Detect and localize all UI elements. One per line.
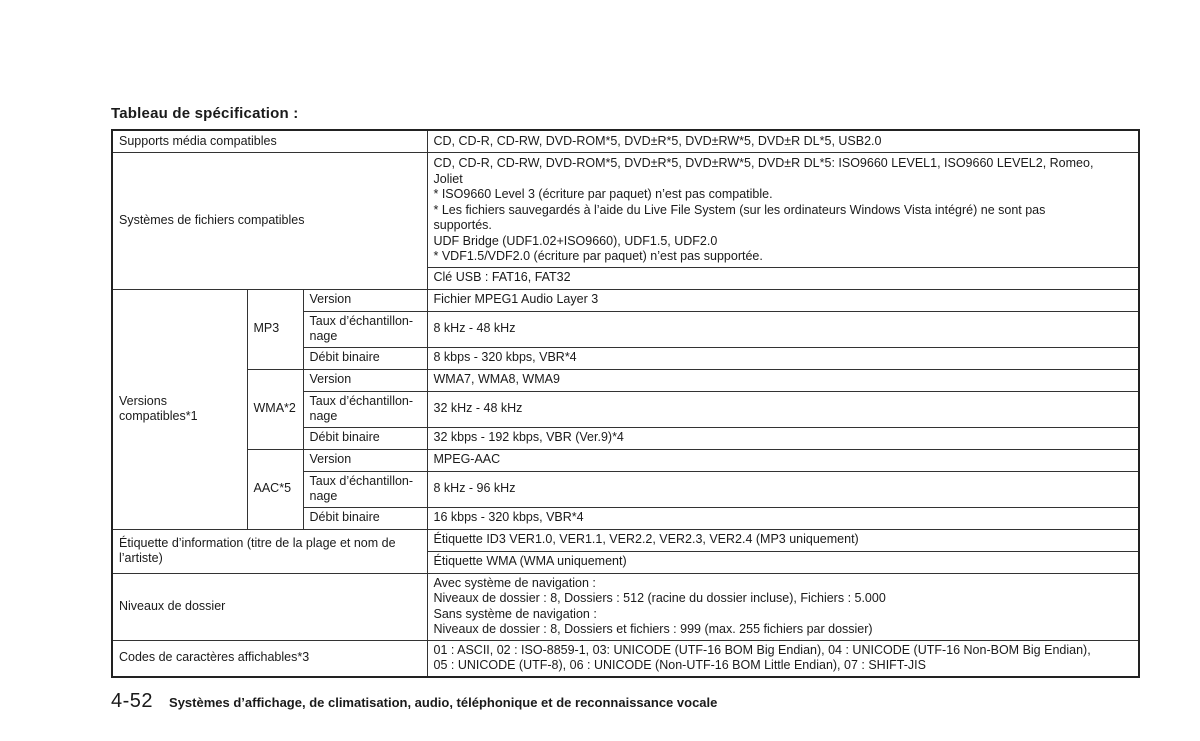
mp3-sampling: 8 kHz - 48 kHz [427, 311, 1139, 347]
table-row [112, 573, 1139, 640]
table-row [112, 130, 1139, 153]
mp3-version: Fichier MPEG1 Audio Layer 3 [427, 289, 1139, 311]
text-line: * Les fichiers sauvegardés à l’aide du Live File System (sur les ordinateurs Windows Vista intégré) ne sont pas [433, 202, 1046, 217]
text-line: UDF Bridge (UDF1.02+ISO9660), UDF1.5, UDF2.0 [433, 233, 718, 248]
text-line: Niveaux de dossier : 8, Dossiers et fichiers : 999 (max. 255 fichiers par dossier) [433, 622, 873, 636]
format-mp3: MP3 [247, 289, 303, 369]
table-row [112, 369, 1139, 391]
format-aac: AAC*5 [247, 449, 303, 529]
row-label-niveaux: Niveaux de dossier [112, 573, 427, 640]
etiquette-id3: Étiquette ID3 VER1.0, VER1.1, VER2.2, VER2.3, VER2.4 (MP3 uniquement) [427, 529, 1139, 551]
section-title: Systèmes d’affichage, de climatisation, audio, téléphonique et de reconnaissance vocale [169, 695, 718, 710]
table-row [112, 289, 1139, 311]
format-wma: WMA*2 [247, 369, 303, 449]
page-footer [111, 690, 717, 713]
sub-label-sampling: Taux d’échantillon-nage [303, 471, 427, 507]
row-value-codes [427, 640, 1139, 677]
text-line: Avec système de navigation : [433, 575, 596, 590]
row-label-codes: Codes de caractères affichables*3 [112, 640, 427, 677]
text-line: CD, CD-R, CD-RW, DVD-ROM*5, DVD±R*5, DVD±RW*5, DVD±R DL*5: ISO9660 LEVEL1, ISO9660 LEVEL2, Romeo, [433, 156, 1094, 170]
text-line: * VDF1.5/VDF2.0 (écriture par paquet) n’est pas supportée. [433, 249, 763, 263]
aac-bitrate: 16 kbps - 320 kbps, VBR*4 [427, 507, 1139, 529]
text-line: Joliet [433, 171, 463, 186]
table-row [112, 529, 1139, 551]
page-number: 4-52 [111, 690, 154, 712]
aac-sampling: 8 kHz - 96 kHz [427, 471, 1139, 507]
mp3-bitrate: 8 kbps - 320 kbps, VBR*4 [427, 347, 1139, 369]
text-line: * ISO9660 Level 3 (écriture par paquet) n’est pas compatible. [433, 187, 773, 201]
text-line: 05 : UNICODE (UTF-8), 06 : UNICODE (Non-UTF-16 BOM Little Endian), 07 : SHIFT-JIS [433, 658, 926, 672]
aac-version: MPEG-AAC [427, 449, 1139, 471]
row-value-systemes-disc [427, 153, 1139, 268]
text-line: Niveaux de dossier : 8, Dossiers : 512 (racine du dossier incluse), Fichiers : 5.000 [433, 591, 886, 605]
specification-table [111, 129, 1140, 678]
wma-sampling: 32 kHz - 48 kHz [427, 391, 1139, 427]
sub-label-sampling: Taux d’échantillon-nage [303, 391, 427, 427]
sub-label-version: Version [303, 289, 427, 311]
table-row [112, 640, 1139, 677]
sub-label-bitrate: Débit binaire [303, 427, 427, 449]
etiquette-wma: Étiquette WMA (WMA uniquement) [427, 551, 1139, 573]
sub-label-version: Version [303, 449, 427, 471]
row-label-versions: Versions compatibles*1 [112, 289, 247, 529]
text-line: 01 : ASCII, 02 : ISO-8859-1, 03: UNICODE (UTF-16 BOM Big Endian), 04 : UNICODE (UTF-16 Non-BOM Big Endian), [433, 642, 1091, 657]
row-value-systemes-usb: Clé USB : FAT16, FAT32 [427, 267, 1139, 289]
table-row [112, 153, 1139, 268]
row-value-supports: CD, CD-R, CD-RW, DVD-ROM*5, DVD±R*5, DVD±RW*5, DVD±R DL*5, USB2.0 [427, 130, 1139, 153]
text-line: supportés. [433, 218, 492, 232]
row-label-systemes: Systèmes de fichiers compatibles [112, 153, 427, 290]
sub-label-sampling: Taux d’échantillon-nage [303, 311, 427, 347]
page-title: Tableau de spécification : [111, 105, 299, 122]
wma-bitrate: 32 kbps - 192 kbps, VBR (Ver.9)*4 [427, 427, 1139, 449]
sub-label-bitrate: Débit binaire [303, 347, 427, 369]
row-value-niveaux [427, 573, 1139, 640]
row-label-supports: Supports média compatibles [112, 130, 427, 153]
table-row [112, 449, 1139, 471]
sub-label-bitrate: Débit binaire [303, 507, 427, 529]
wma-version: WMA7, WMA8, WMA9 [427, 369, 1139, 391]
sub-label-version: Version [303, 369, 427, 391]
text-line: Sans système de navigation : [433, 606, 597, 621]
row-label-etiquette: Étiquette d’information (titre de la plage et nom de l’artiste) [112, 529, 427, 573]
